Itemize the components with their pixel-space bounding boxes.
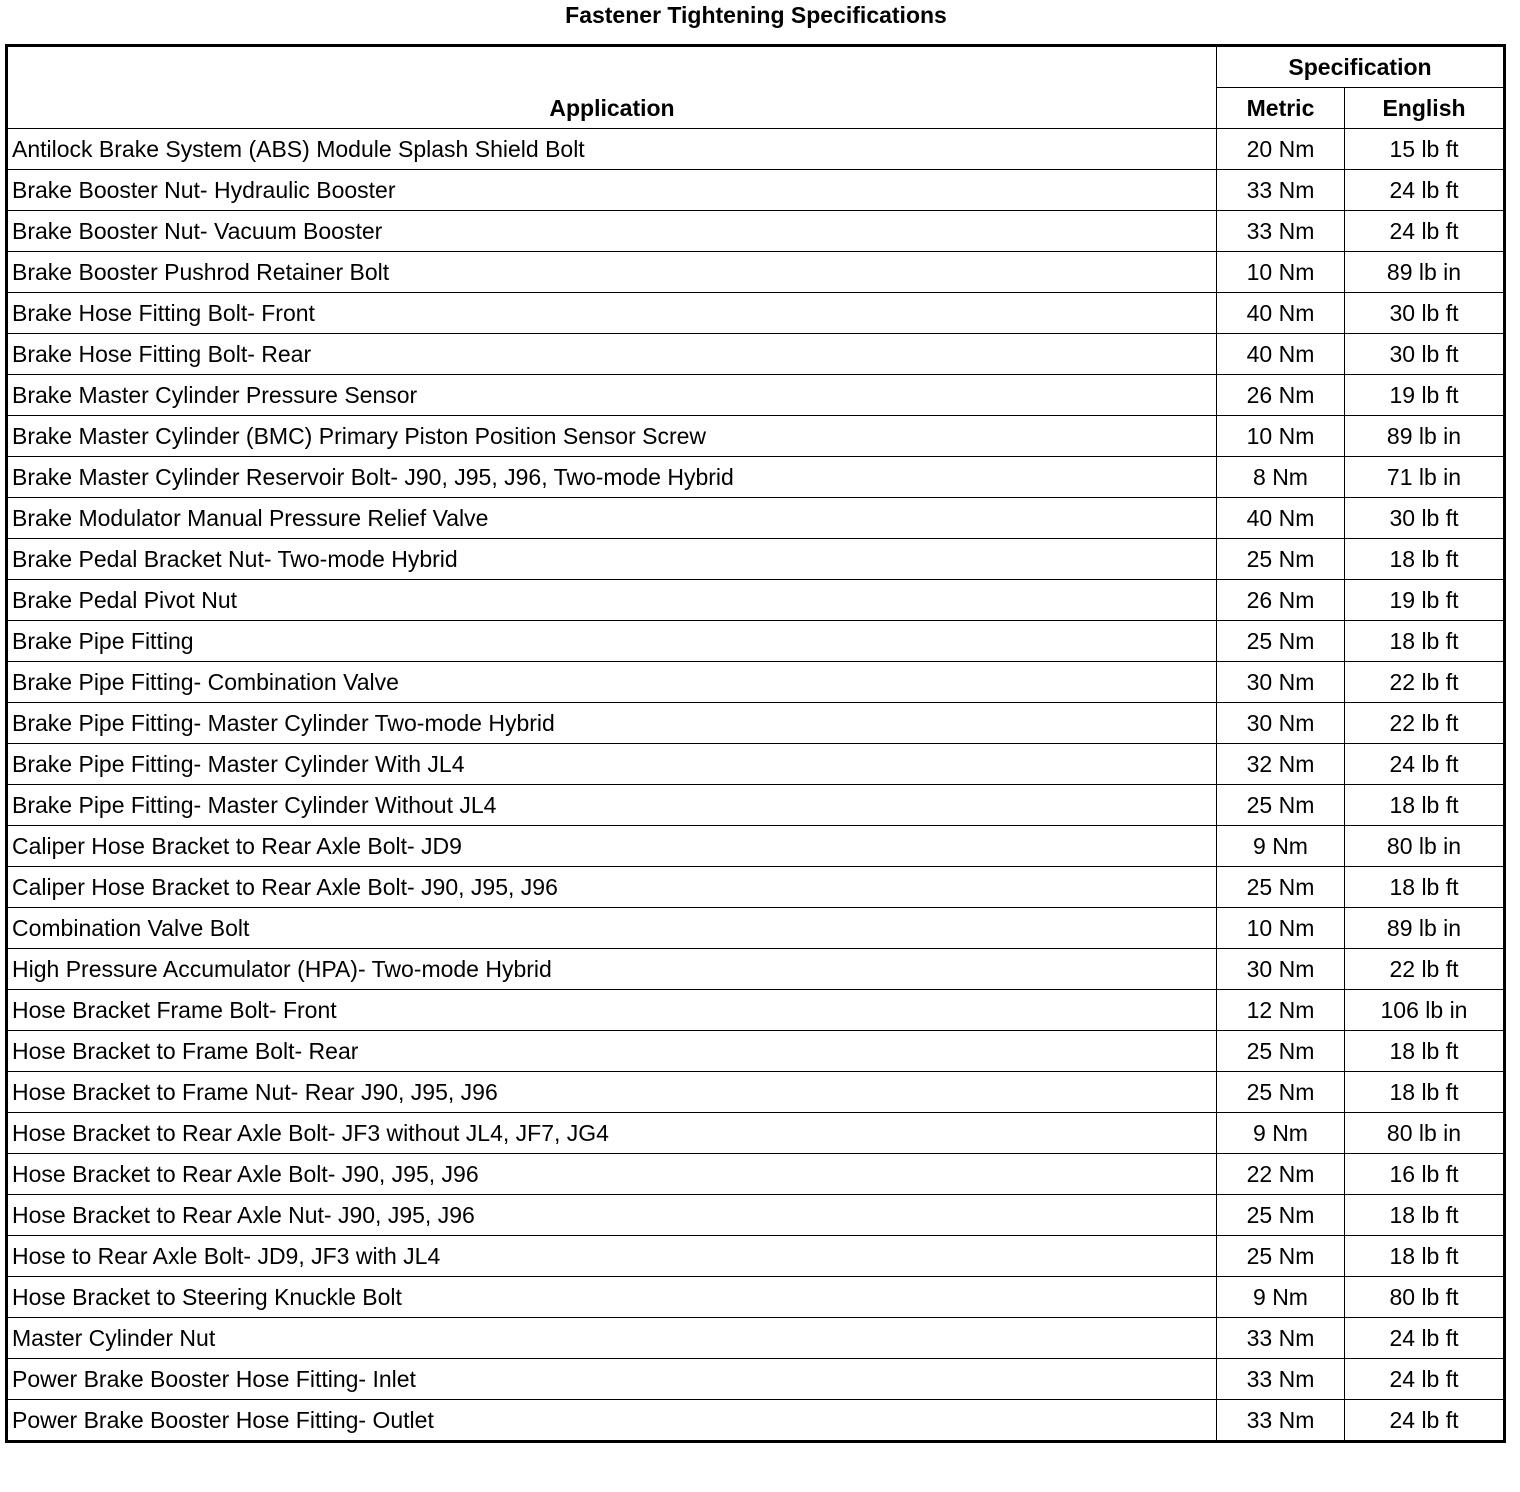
english-cell: 22 lb ft (1345, 949, 1505, 990)
metric-cell: 33 Nm (1217, 1400, 1345, 1442)
english-cell: 24 lb ft (1345, 1400, 1505, 1442)
table-row (7, 908, 1505, 949)
metric-cell: 10 Nm (1217, 252, 1345, 293)
metric-cell: 33 Nm (1217, 1359, 1345, 1400)
table-row (7, 1031, 1505, 1072)
application-cell: Brake Master Cylinder Pressure Sensor (7, 375, 1217, 416)
metric-cell: 25 Nm (1217, 867, 1345, 908)
application-cell: Brake Pipe Fitting- Master Cylinder Two-mode Hybrid (7, 703, 1217, 744)
metric-cell: 33 Nm (1217, 211, 1345, 252)
english-cell: 18 lb ft (1345, 1236, 1505, 1277)
application-cell: Hose Bracket to Frame Nut- Rear J90, J95, J96 (7, 1072, 1217, 1113)
application-cell: Antilock Brake System (ABS) Module Splash Shield Bolt (7, 129, 1217, 170)
metric-cell: 40 Nm (1217, 498, 1345, 539)
page-title: Fastener Tightening Specifications (565, 2, 947, 28)
metric-cell: 33 Nm (1217, 170, 1345, 211)
table-row (7, 416, 1505, 457)
application-cell: Brake Hose Fitting Bolt- Rear (7, 334, 1217, 375)
table-row (7, 457, 1505, 498)
table-row (7, 990, 1505, 1031)
application-cell: Hose Bracket to Steering Knuckle Bolt (7, 1277, 1217, 1318)
metric-cell: 12 Nm (1217, 990, 1345, 1031)
metric-cell: 10 Nm (1217, 416, 1345, 457)
table-row (7, 1113, 1505, 1154)
application-cell: Hose Bracket to Frame Bolt- Rear (7, 1031, 1217, 1072)
english-cell: 106 lb in (1345, 990, 1505, 1031)
english-cell: 22 lb ft (1345, 703, 1505, 744)
metric-cell: 25 Nm (1217, 1031, 1345, 1072)
english-cell: 24 lb ft (1345, 170, 1505, 211)
application-cell: High Pressure Accumulator (HPA)- Two-mode Hybrid (7, 949, 1217, 990)
english-cell: 89 lb in (1345, 416, 1505, 457)
application-cell: Hose Bracket to Rear Axle Nut- J90, J95, J96 (7, 1195, 1217, 1236)
application-cell: Master Cylinder Nut (7, 1318, 1217, 1359)
table-row (7, 1277, 1505, 1318)
table-row (7, 293, 1505, 334)
english-cell: 30 lb ft (1345, 334, 1505, 375)
table-body (7, 129, 1505, 1442)
table-row (7, 334, 1505, 375)
metric-cell: 33 Nm (1217, 1318, 1345, 1359)
application-cell: Brake Modulator Manual Pressure Relief Valve (7, 498, 1217, 539)
english-cell: 18 lb ft (1345, 1031, 1505, 1072)
specification-column-header: Specification (1217, 46, 1505, 88)
fastener-spec-table (5, 44, 1506, 1443)
english-cell: 24 lb ft (1345, 744, 1505, 785)
english-cell: 30 lb ft (1345, 293, 1505, 334)
table-row (7, 498, 1505, 539)
application-cell: Caliper Hose Bracket to Rear Axle Bolt- JD9 (7, 826, 1217, 867)
table-row (7, 1400, 1505, 1442)
application-cell: Brake Master Cylinder Reservoir Bolt- J90, J95, J96, Two-mode Hybrid (7, 457, 1217, 498)
application-cell: Brake Hose Fitting Bolt- Front (7, 293, 1217, 334)
application-cell: Power Brake Booster Hose Fitting- Inlet (7, 1359, 1217, 1400)
application-cell: Brake Booster Pushrod Retainer Bolt (7, 252, 1217, 293)
table-row (7, 170, 1505, 211)
english-cell: 18 lb ft (1345, 1195, 1505, 1236)
table-row (7, 1195, 1505, 1236)
application-cell: Brake Pedal Bracket Nut- Two-mode Hybrid (7, 539, 1217, 580)
table-row (7, 375, 1505, 416)
english-cell: 15 lb ft (1345, 129, 1505, 170)
metric-cell: 40 Nm (1217, 293, 1345, 334)
english-cell: 80 lb in (1345, 1113, 1505, 1154)
table-row (7, 949, 1505, 990)
english-cell: 71 lb in (1345, 457, 1505, 498)
metric-column-header: Metric (1217, 88, 1345, 129)
metric-cell: 32 Nm (1217, 744, 1345, 785)
english-cell: 19 lb ft (1345, 375, 1505, 416)
application-cell: Brake Booster Nut- Vacuum Booster (7, 211, 1217, 252)
english-cell: 18 lb ft (1345, 785, 1505, 826)
metric-cell: 26 Nm (1217, 580, 1345, 621)
metric-cell: 9 Nm (1217, 1277, 1345, 1318)
english-cell: 22 lb ft (1345, 662, 1505, 703)
english-cell: 18 lb ft (1345, 867, 1505, 908)
metric-cell: 30 Nm (1217, 949, 1345, 990)
application-cell: Brake Pedal Pivot Nut (7, 580, 1217, 621)
application-cell: Brake Pipe Fitting- Master Cylinder Without JL4 (7, 785, 1217, 826)
table-row (7, 1236, 1505, 1277)
application-cell: Caliper Hose Bracket to Rear Axle Bolt- J90, J95, J96 (7, 867, 1217, 908)
metric-cell: 30 Nm (1217, 703, 1345, 744)
english-cell: 30 lb ft (1345, 498, 1505, 539)
application-cell: Combination Valve Bolt (7, 908, 1217, 949)
metric-cell: 20 Nm (1217, 129, 1345, 170)
application-cell: Hose Bracket Frame Bolt- Front (7, 990, 1217, 1031)
english-cell: 18 lb ft (1345, 539, 1505, 580)
english-cell: 89 lb in (1345, 908, 1505, 949)
application-cell: Brake Master Cylinder (BMC) Primary Piston Position Sensor Screw (7, 416, 1217, 457)
table-header (7, 46, 1505, 129)
english-column-header: English (1345, 88, 1505, 129)
metric-cell: 25 Nm (1217, 1236, 1345, 1277)
english-cell: 24 lb ft (1345, 211, 1505, 252)
table-row (7, 539, 1505, 580)
english-cell: 18 lb ft (1345, 1072, 1505, 1113)
table-row (7, 785, 1505, 826)
metric-cell: 25 Nm (1217, 1072, 1345, 1113)
application-cell: Hose to Rear Axle Bolt- JD9, JF3 with JL4 (7, 1236, 1217, 1277)
application-cell: Power Brake Booster Hose Fitting- Outlet (7, 1400, 1217, 1442)
table-row (7, 1359, 1505, 1400)
english-cell: 80 lb in (1345, 826, 1505, 867)
application-cell: Brake Pipe Fitting- Combination Valve (7, 662, 1217, 703)
metric-cell: 26 Nm (1217, 375, 1345, 416)
english-cell: 89 lb in (1345, 252, 1505, 293)
metric-cell: 9 Nm (1217, 826, 1345, 867)
table-row (7, 129, 1505, 170)
table-row (7, 703, 1505, 744)
table-row (7, 211, 1505, 252)
table-row (7, 1318, 1505, 1359)
table-row (7, 826, 1505, 867)
english-cell: 19 lb ft (1345, 580, 1505, 621)
metric-cell: 30 Nm (1217, 662, 1345, 703)
metric-cell: 9 Nm (1217, 1113, 1345, 1154)
english-cell: 80 lb ft (1345, 1277, 1505, 1318)
english-cell: 16 lb ft (1345, 1154, 1505, 1195)
english-cell: 24 lb ft (1345, 1359, 1505, 1400)
metric-cell: 8 Nm (1217, 457, 1345, 498)
application-cell: Brake Booster Nut- Hydraulic Booster (7, 170, 1217, 211)
table-row (7, 867, 1505, 908)
metric-cell: 25 Nm (1217, 539, 1345, 580)
application-cell: Brake Pipe Fitting (7, 621, 1217, 662)
english-cell: 24 lb ft (1345, 1318, 1505, 1359)
table-row (7, 662, 1505, 703)
table-row (7, 621, 1505, 662)
application-cell: Hose Bracket to Rear Axle Bolt- JF3 without JL4, JF7, JG4 (7, 1113, 1217, 1154)
table-row (7, 1154, 1505, 1195)
metric-cell: 10 Nm (1217, 908, 1345, 949)
table-row (7, 1072, 1505, 1113)
table-row (7, 580, 1505, 621)
metric-cell: 25 Nm (1217, 785, 1345, 826)
application-column-header: Application (7, 46, 1217, 129)
metric-cell: 25 Nm (1217, 1195, 1345, 1236)
table-row (7, 744, 1505, 785)
table-row (7, 252, 1505, 293)
metric-cell: 40 Nm (1217, 334, 1345, 375)
english-cell: 18 lb ft (1345, 621, 1505, 662)
application-cell: Brake Pipe Fitting- Master Cylinder With JL4 (7, 744, 1217, 785)
metric-cell: 22 Nm (1217, 1154, 1345, 1195)
application-cell: Hose Bracket to Rear Axle Bolt- J90, J95, J96 (7, 1154, 1217, 1195)
metric-cell: 25 Nm (1217, 621, 1345, 662)
